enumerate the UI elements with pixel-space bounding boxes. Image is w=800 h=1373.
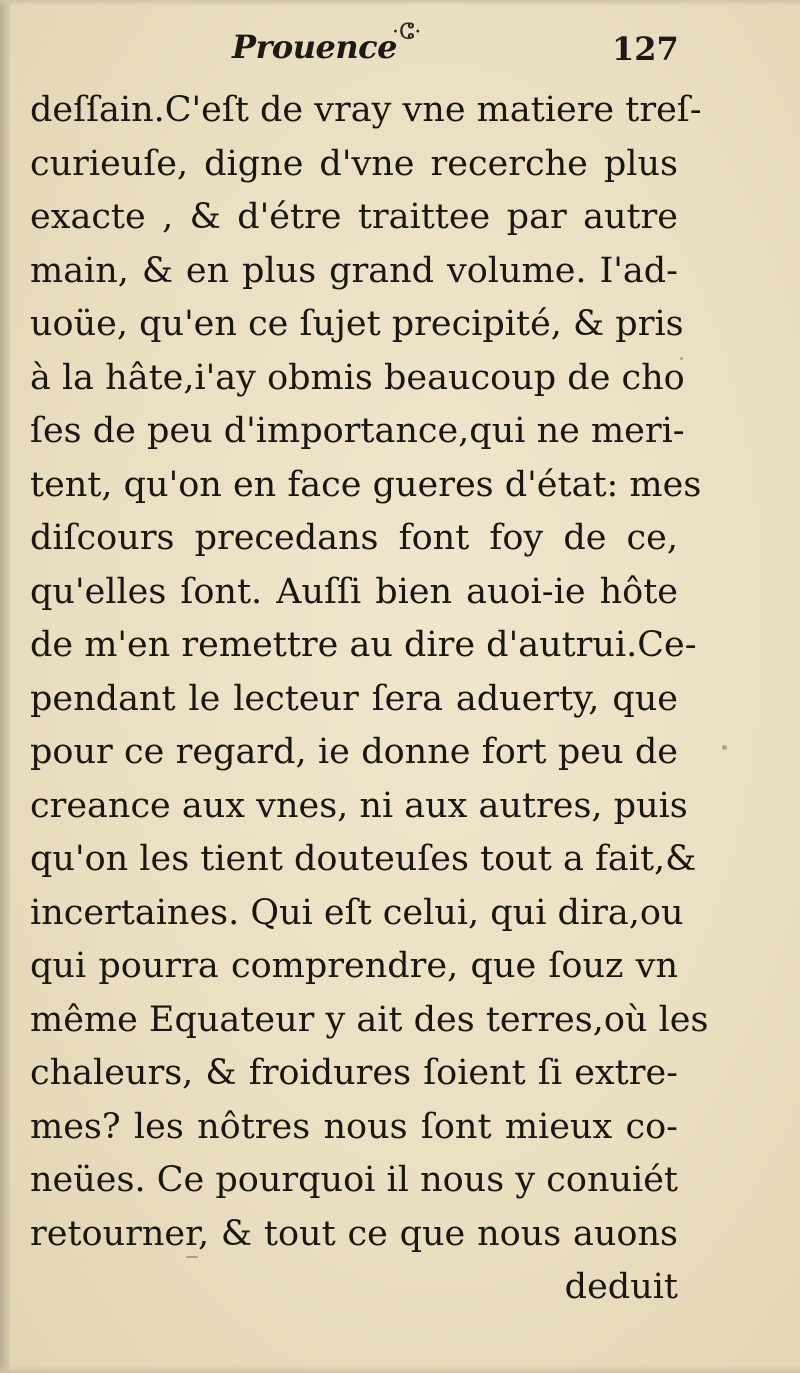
text-line: pour ce regard, ie donne fort peu de [30, 732, 678, 772]
paper-speck [680, 357, 683, 360]
text-line: deſſain.C'eſt de vray vne matiere treſ- [30, 90, 702, 130]
page-bottom-edge [0, 1365, 800, 1373]
text-line: retourner, & tout ce que nous auons [30, 1213, 678, 1254]
text-block [30, 84, 709, 1315]
catchword: deduit [564, 1267, 678, 1307]
page-gutter-edge [0, 0, 10, 1373]
text-line: diſcours precedans font foy de ce, [30, 518, 678, 558]
page-top-edge [0, 0, 800, 6]
text-line: creance aux vnes, ni aux autres, puis [30, 785, 688, 826]
page-number: 127 [612, 30, 679, 68]
text-line: qui pourra comprendre, que ſouz vn [30, 946, 678, 986]
text-line: de m'en remettre au dire d'autrui.Ce- [30, 625, 697, 665]
text-line: mes? les nôtres nous ſont mieux co- [30, 1106, 678, 1147]
text-line: même Equateur y ait des terres,où les [30, 999, 709, 1040]
paper-speck [186, 1256, 198, 1258]
text-line: qu'elles ſont. Auſſi bien auoi-ie hôte [30, 571, 678, 612]
text-line: tent, qu'on en face gueres d'état: mes [30, 464, 702, 505]
text-line: neües. Ce pourquoi il nous y conuiét [30, 1160, 678, 1200]
running-head [0, 20, 800, 80]
text-line: qu'on les tient douteuſes tout a fait,& [30, 839, 697, 879]
text-line: chaleurs, & froidures ſoient ſi extre- [30, 1053, 678, 1093]
running-title: Prouence [232, 28, 397, 66]
text-line: exacte , & d'étre traittee par autre [30, 197, 678, 237]
text-line: ſes de peu d'importance,qui ne meri- [30, 411, 685, 451]
text-line: incertaines. Qui eſt celui, qui dira,ou [30, 892, 684, 933]
text-line: main, & en plus grand volume. I'ad- [30, 250, 678, 291]
paper-speck [722, 745, 727, 750]
text-line: uoüe, qu'en ce ſujet precipité, & pris [30, 304, 684, 344]
text-line: à la hâte,i'ay obmis beaucoup de cho [30, 357, 685, 398]
text-line: curieuſe, digne d'vne recerche plus [30, 143, 678, 184]
text-line: pendant le lecteur ſera aduerty, que [30, 678, 678, 719]
printer-flourish-icon: ·ⵛ· [392, 20, 422, 45]
